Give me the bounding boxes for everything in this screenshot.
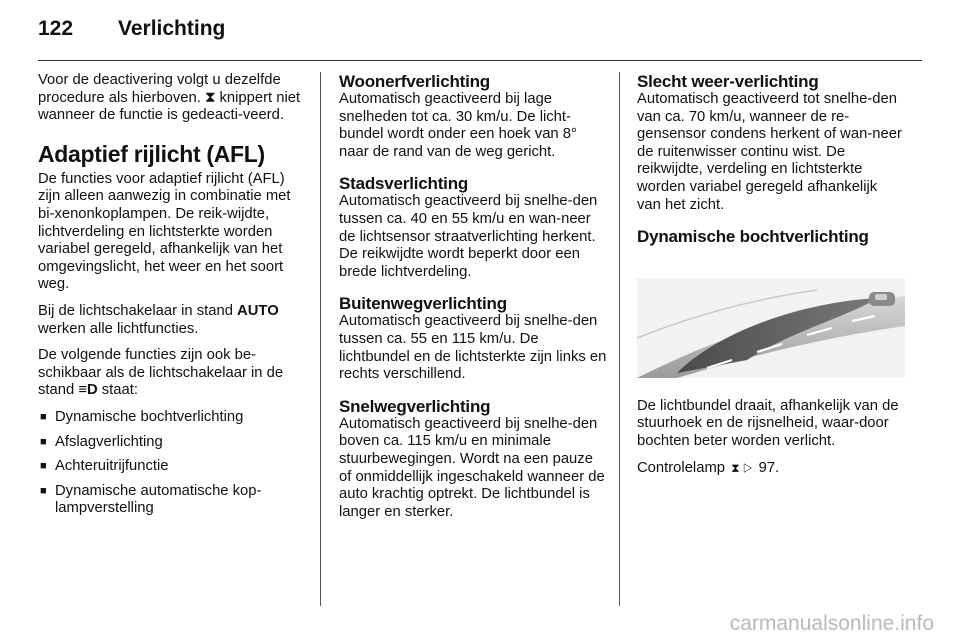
bullet-icon: ■ <box>40 410 47 423</box>
section-snelweg <box>339 397 607 522</box>
auto-label: AUTO <box>237 302 279 319</box>
section-bad-weather <box>637 72 905 214</box>
text-span: Bij de lichtschakelaar in stand <box>38 302 238 319</box>
section-heading: Dynamische bochtverlichting <box>637 227 869 247</box>
list-item-text: Achteruitrijfunctie <box>55 458 169 475</box>
section-heading: Buitenwegverlichting <box>339 294 507 314</box>
watermark: carmanualsonline.info <box>729 612 934 635</box>
dynamic-text: De lichtbundel draait, afhankelijk van de stuurhoek en de rijsnelheid, waar-door bochten beter worden verlicht. <box>637 397 899 449</box>
page-number: 122 <box>38 17 74 40</box>
cornering-light-illustration <box>637 278 905 378</box>
light-switch-icon: ≡D <box>78 382 98 399</box>
list-item-text: Afslagverlichting <box>55 433 163 450</box>
section-text: Automatisch geactiveerd bij snelhe-den boven ca. 115 km/u en minimale stuurbewegingen. Wordt na een pauze of onmiddellijk ingeschakeld wanneer de auto krachtig optrekt. De lichtbundel is langer en sterker. <box>339 415 605 520</box>
intro-paragraph: Voor de deactivering volgt u dezelfde procedure als hierboven. ⧗ knippert niet wanneer de functie is gedeacti-veerd. <box>38 72 301 124</box>
section-buitenweg <box>339 294 607 383</box>
afl-auto-paragraph <box>38 303 306 338</box>
section-heading: Stadsverlichting <box>339 174 469 194</box>
text-span: De volgende functies zijn ook be-schikbaar als de lichtschakelaar in de stand <box>38 347 284 399</box>
list-item <box>38 483 306 518</box>
text-span: Controlelamp <box>637 459 730 476</box>
chapter-title: Verlichting <box>118 17 226 40</box>
bullet-icon: ■ <box>40 435 47 448</box>
list-item <box>38 409 306 427</box>
control-lamp-paragraph <box>637 460 905 478</box>
section-woonerf <box>339 72 607 161</box>
afl-paragraph: De functies voor adaptief rijlicht (AFL) zijn alleen aanwezig in combinatie met bi-xenonkoplampen. De reik-wijdte, lichtverdeling en lichtsterkte worden variabel geregeld, afhankelijk van het omgevingslicht, het weer en het soort weg. <box>38 170 291 293</box>
column-middle <box>339 72 607 534</box>
column-divider <box>320 72 321 606</box>
text-span: werken alle lichtfuncties. <box>38 320 199 337</box>
column-divider <box>619 72 620 606</box>
control-lamp-icon: ⧗ ▷ <box>731 460 753 475</box>
section-stad <box>339 174 607 281</box>
bullet-icon: ■ <box>40 484 47 497</box>
section-text: Automatisch geactiveerd bij lage snelheden tot ca. 30 km/u. De licht-bundel wordt onder een hoek van 8° naar de rand van de weg gericht. <box>339 91 577 160</box>
section-text: Automatisch geactiveerd tot snelhe-den van ca. 70 km/u, wanneer de re-gensensor condens herkent of wan-neer de ruitenwisser continu wist. De reikwijdte, verdeling en lichtsterkte worden variabel geregeld afhankelijk van het zicht. <box>637 91 902 213</box>
function-list <box>38 409 306 518</box>
bullet-icon: ■ <box>40 460 47 473</box>
section-heading: Slecht weer-verlichting <box>637 72 819 91</box>
section-text: Automatisch geactiveerd bij snelhe-den tussen ca. 55 en 115 km/u. De lichtbundel en de lichtsterkte zijn links en rechts verschillend. <box>339 313 607 383</box>
list-item <box>38 434 306 452</box>
text-span: staat: <box>97 382 138 399</box>
header-rule <box>38 60 922 61</box>
section-text: Automatisch geactiveerd bij snelhe-den tussen ca. 40 en 55 km/u en wan-neer de lichtsensor straatverlichting herkent. De reikwijdte wordt beperkt door een brede lichtverdeling. <box>339 193 598 280</box>
list-item-text: Dynamische bochtverlichting <box>55 408 244 425</box>
afl-functions-paragraph <box>38 347 306 400</box>
afl-heading: Adaptief rijlicht (AFL) <box>38 140 265 167</box>
column-left <box>38 72 306 525</box>
list-item-text: Dynamische automatische kop-lampverstelling <box>55 482 262 517</box>
section-heading: Woonerfverlichting <box>339 72 490 91</box>
column-right <box>637 72 905 486</box>
section-heading: Snelwegverlichting <box>339 396 491 416</box>
list-item <box>38 458 306 476</box>
text-span: 97. <box>754 459 780 476</box>
